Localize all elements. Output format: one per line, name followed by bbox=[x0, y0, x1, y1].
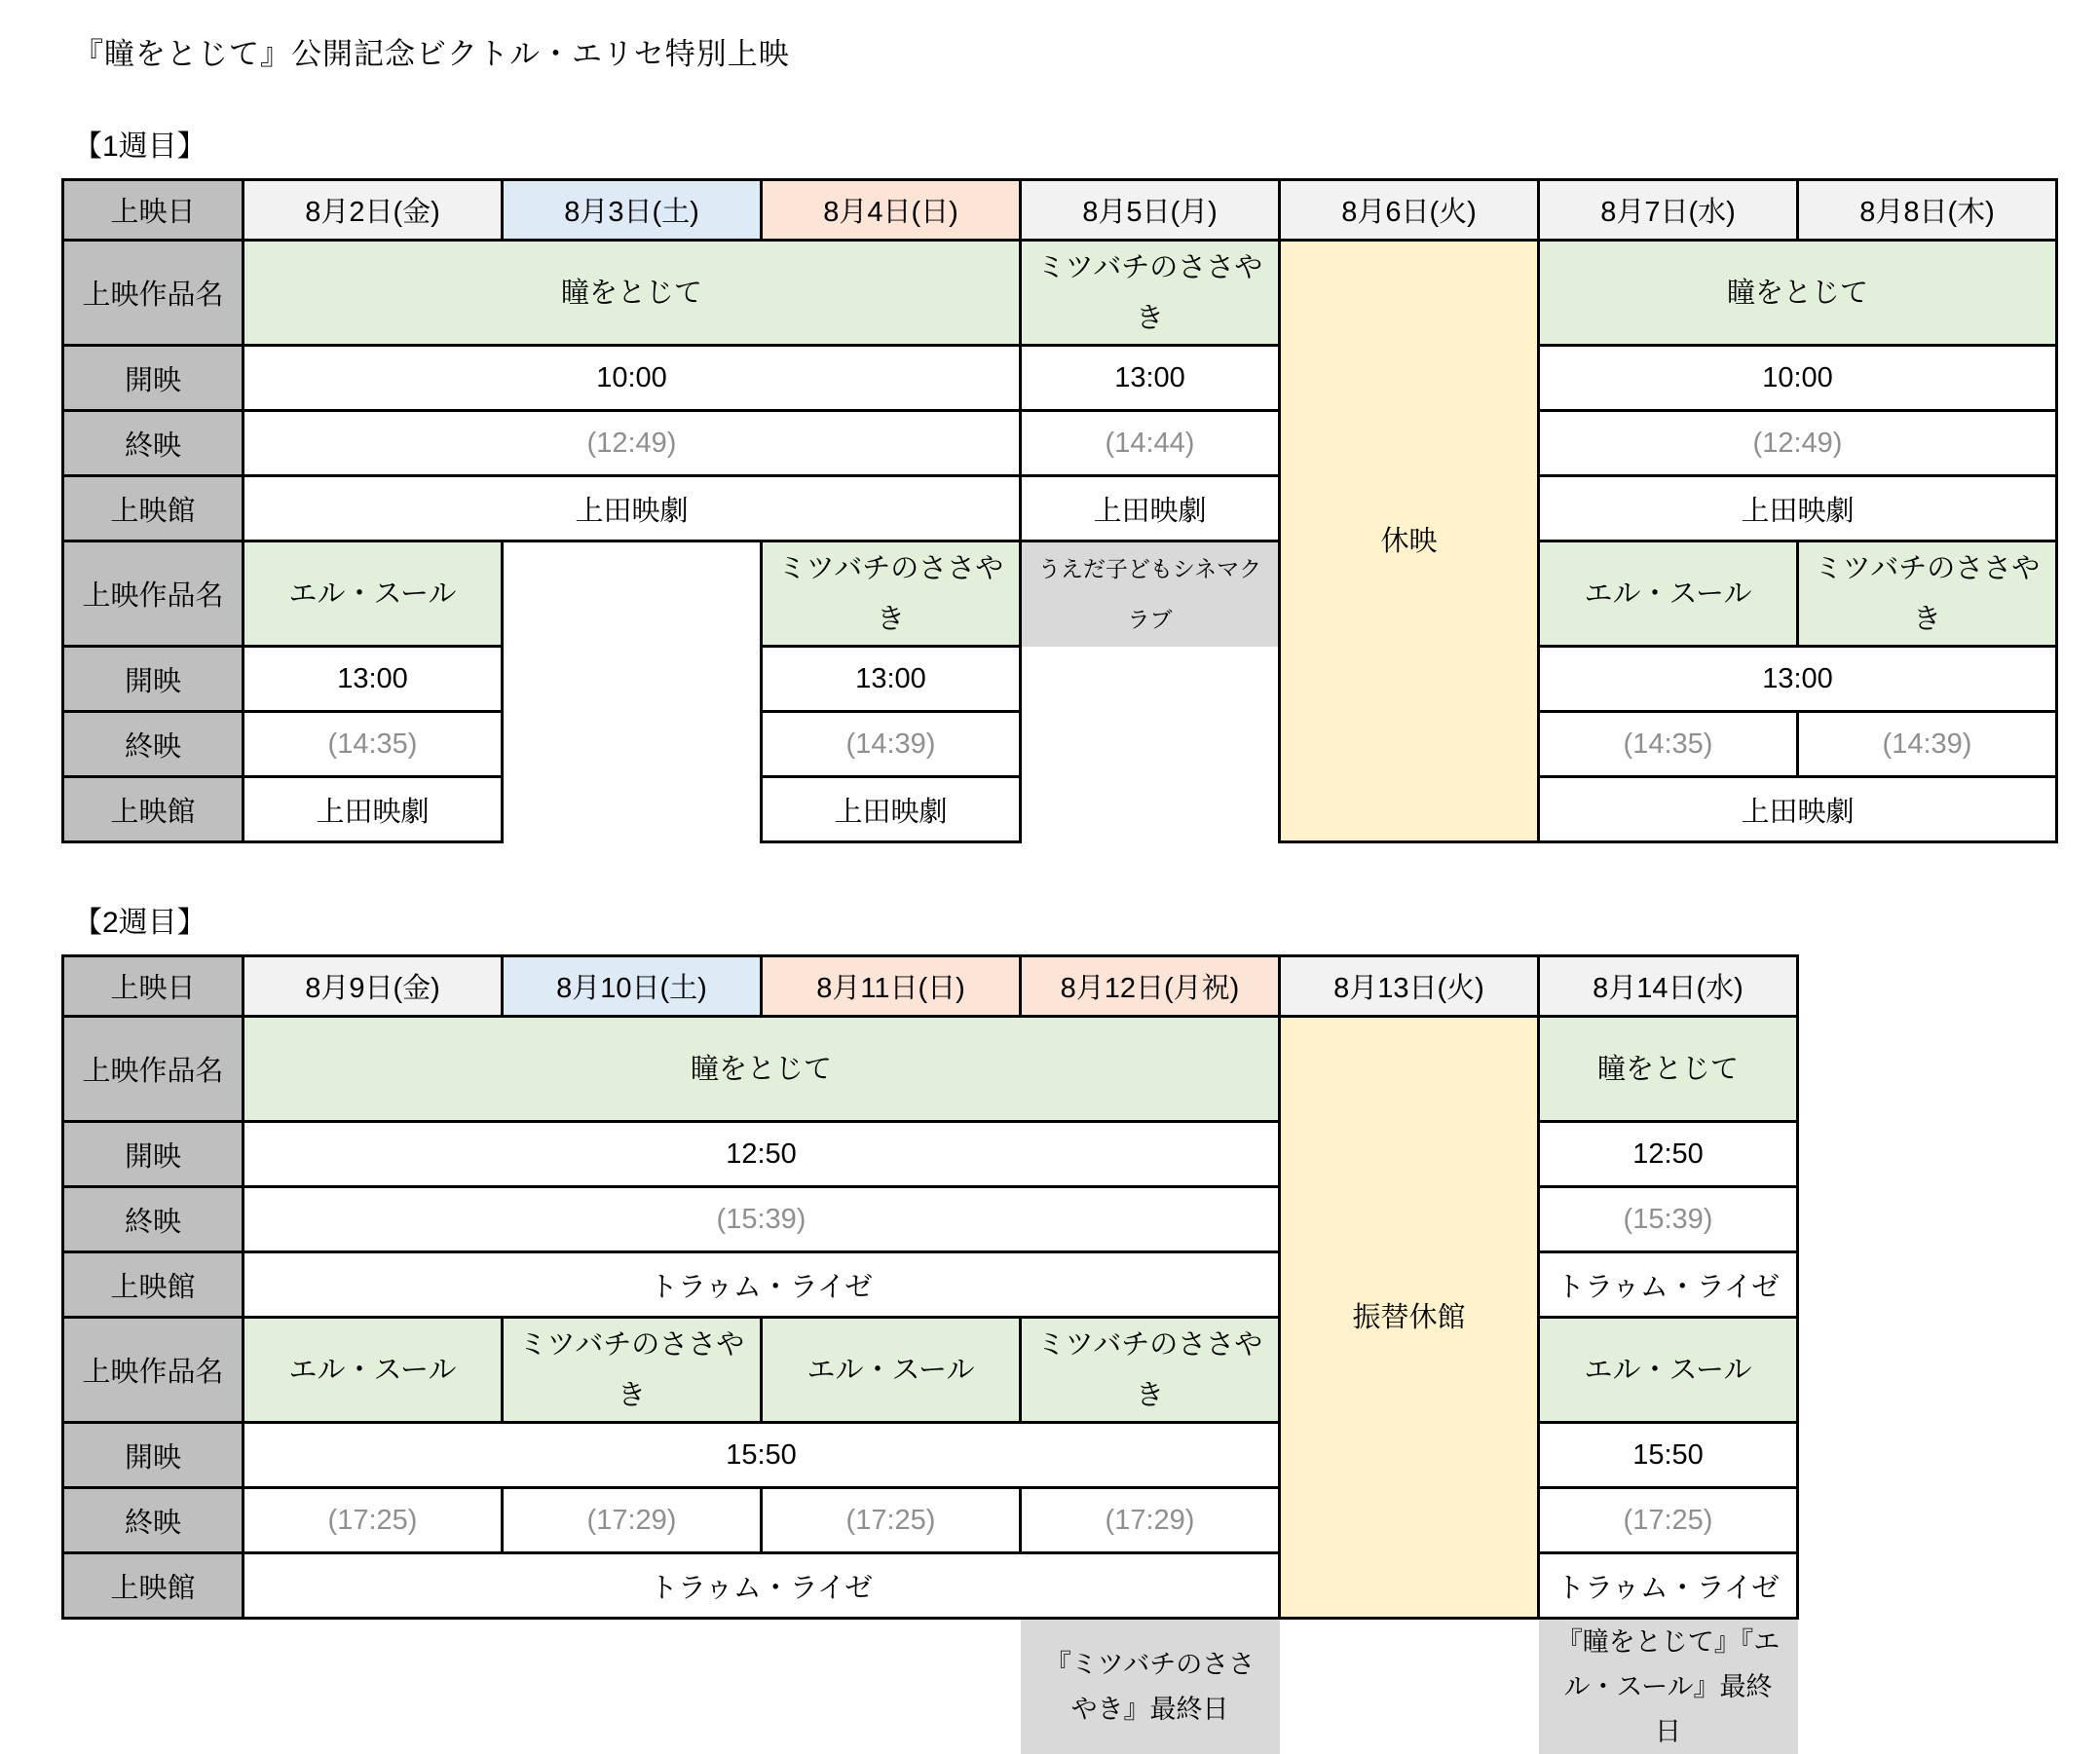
end-row-label: 終映 bbox=[63, 1187, 244, 1252]
theater-row-label: 上映館 bbox=[63, 1553, 244, 1619]
day-header-thu: 8月8日(木) bbox=[1798, 180, 2057, 241]
week1-show2-film-row bbox=[63, 541, 2057, 647]
film-cell: エル・スール bbox=[762, 1318, 1021, 1423]
start-time-cell: 15:50 bbox=[244, 1423, 1280, 1488]
end-time-cell: (14:35) bbox=[1539, 712, 1798, 777]
end-time-cell: (17:25) bbox=[244, 1488, 503, 1553]
closed-day-cell: 休映 bbox=[1280, 241, 1539, 842]
week2-notes-row bbox=[63, 1619, 1798, 1754]
note-empty-cell bbox=[503, 1619, 762, 1754]
day-header-sun: 8月11日(日) bbox=[762, 956, 1021, 1017]
start-row-label: 開映 bbox=[63, 1423, 244, 1488]
end-time-cell: (15:39) bbox=[1539, 1187, 1798, 1252]
theater-cell: 上田映劇 bbox=[762, 777, 1021, 842]
theater-cell: 上田映劇 bbox=[244, 476, 1021, 541]
film-cell: エル・スール bbox=[244, 1318, 503, 1423]
day-row-label: 上映日 bbox=[63, 956, 244, 1017]
end-time-cell: (14:39) bbox=[762, 712, 1021, 777]
end-row-label: 終映 bbox=[63, 712, 244, 777]
end-time-cell: (17:25) bbox=[762, 1488, 1021, 1553]
start-time-cell: 13:00 bbox=[1539, 647, 2057, 712]
week1-schedule-table bbox=[61, 178, 2058, 843]
start-time-cell: 10:00 bbox=[1539, 346, 2057, 411]
theater-cell: 上田映劇 bbox=[244, 777, 503, 842]
film-cell: ミツバチのささやき bbox=[1021, 241, 1280, 346]
note-empty-cell bbox=[63, 1619, 244, 1754]
day-header-fri: 8月9日(金) bbox=[244, 956, 503, 1017]
day-row-label: 上映日 bbox=[63, 180, 244, 241]
theater-cell: 上田映劇 bbox=[1021, 476, 1280, 541]
final-day-note-mon: 『ミツバチのささやき』最終日 bbox=[1021, 1619, 1280, 1754]
week2-show1-film-row bbox=[63, 1017, 1798, 1122]
film-row-label: 上映作品名 bbox=[63, 1318, 244, 1423]
theater-cell: トラゥム・ライゼ bbox=[244, 1553, 1280, 1619]
end-time-cell: (14:35) bbox=[244, 712, 503, 777]
theater-row-label: 上映館 bbox=[63, 1252, 244, 1318]
start-time-cell: 15:50 bbox=[1539, 1423, 1798, 1488]
start-time-cell: 13:00 bbox=[244, 647, 503, 712]
film-cell: ミツバチのささやき bbox=[503, 1318, 762, 1423]
start-time-cell: 12:50 bbox=[244, 1122, 1280, 1187]
theater-cell: 上田映劇 bbox=[1539, 476, 2057, 541]
end-row-label: 終映 bbox=[63, 411, 244, 476]
no-screening-cell bbox=[1021, 647, 1280, 842]
week1-show2-start-row bbox=[63, 647, 2057, 712]
week2-header-row bbox=[63, 956, 1798, 1017]
end-time-cell: (14:44) bbox=[1021, 411, 1280, 476]
day-header-tue: 8月13日(火) bbox=[1280, 956, 1539, 1017]
final-day-note-wed: 『瞳をとじて』『エル・スール』最終日 bbox=[1539, 1619, 1798, 1754]
start-time-cell: 13:00 bbox=[762, 647, 1021, 712]
end-time-cell: (14:39) bbox=[1798, 712, 2057, 777]
page-title: 『瞳をとじて』公開記念ビクトル・エリセ特別上映 bbox=[61, 29, 2100, 73]
week1-show1-end-row bbox=[63, 411, 2057, 476]
week1-header-row bbox=[63, 180, 2057, 241]
week1-show1-film-row bbox=[63, 241, 2057, 346]
film-cell: ミツバチのささやき bbox=[1798, 541, 2057, 647]
day-header-mon-holiday: 8月12日(月祝) bbox=[1021, 956, 1280, 1017]
theater-row-label: 上映館 bbox=[63, 476, 244, 541]
day-header-sun: 8月4日(日) bbox=[762, 180, 1021, 241]
end-time-cell: (12:49) bbox=[1539, 411, 2057, 476]
film-row-label: 上映作品名 bbox=[63, 541, 244, 647]
week2-heading: 【2週目】 bbox=[61, 898, 2100, 941]
note-empty-cell bbox=[244, 1619, 503, 1754]
note-empty-cell bbox=[762, 1619, 1021, 1754]
day-header-fri: 8月2日(金) bbox=[244, 180, 503, 241]
film-cell: 瞳をとじて bbox=[1539, 1017, 1798, 1122]
start-time-cell: 13:00 bbox=[1021, 346, 1280, 411]
note-empty-cell bbox=[1280, 1619, 1539, 1754]
film-cell: 瞳をとじて bbox=[244, 1017, 1280, 1122]
week1-show1-start-row bbox=[63, 346, 2057, 411]
theater-cell: トラゥム・ライゼ bbox=[1539, 1553, 1798, 1619]
start-time-cell: 10:00 bbox=[244, 346, 1021, 411]
theater-cell: トラゥム・ライゼ bbox=[1539, 1252, 1798, 1318]
end-time-cell: (17:29) bbox=[503, 1488, 762, 1553]
film-cell: エル・スール bbox=[1539, 1318, 1798, 1423]
day-header-wed: 8月14日(水) bbox=[1539, 956, 1798, 1017]
week2-schedule-table bbox=[61, 954, 1799, 1754]
end-time-cell: (15:39) bbox=[244, 1187, 1280, 1252]
week1-heading: 【1週目】 bbox=[61, 122, 2100, 165]
start-row-label: 開映 bbox=[63, 1122, 244, 1187]
day-header-wed: 8月7日(水) bbox=[1539, 180, 1798, 241]
start-time-cell: 12:50 bbox=[1539, 1122, 1798, 1187]
theater-row-label: 上映館 bbox=[63, 777, 244, 842]
end-row-label: 終映 bbox=[63, 1488, 244, 1553]
film-cell: ミツバチのささやき bbox=[1021, 1318, 1280, 1423]
film-cell: ミツバチのささやき bbox=[762, 541, 1021, 647]
end-time-cell: (17:29) bbox=[1021, 1488, 1280, 1553]
closed-day-cell: 振替休館 bbox=[1280, 1017, 1539, 1619]
film-row-label: 上映作品名 bbox=[63, 241, 244, 346]
day-header-mon: 8月5日(月) bbox=[1021, 180, 1280, 241]
film-cell: 瞳をとじて bbox=[1539, 241, 2057, 346]
film-row-label: 上映作品名 bbox=[63, 1017, 244, 1122]
week1-show1-theater-row bbox=[63, 476, 2057, 541]
film-cell: 瞳をとじて bbox=[244, 241, 1021, 346]
start-row-label: 開映 bbox=[63, 346, 244, 411]
theater-cell: トラゥム・ライゼ bbox=[244, 1252, 1280, 1318]
end-time-cell: (17:25) bbox=[1539, 1488, 1798, 1553]
end-time-cell: (12:49) bbox=[244, 411, 1021, 476]
day-header-tue: 8月6日(火) bbox=[1280, 180, 1539, 241]
day-header-sat: 8月10日(土) bbox=[503, 956, 762, 1017]
film-cell: エル・スール bbox=[1539, 541, 1798, 647]
start-row-label: 開映 bbox=[63, 647, 244, 712]
theater-cell: 上田映劇 bbox=[1539, 777, 2057, 842]
no-screening-cell bbox=[503, 541, 762, 842]
day-header-sat: 8月3日(土) bbox=[503, 180, 762, 241]
film-cell: エル・スール bbox=[244, 541, 503, 647]
kids-cinema-club-cell: うえだ子どもシネマクラブ bbox=[1021, 541, 1280, 647]
